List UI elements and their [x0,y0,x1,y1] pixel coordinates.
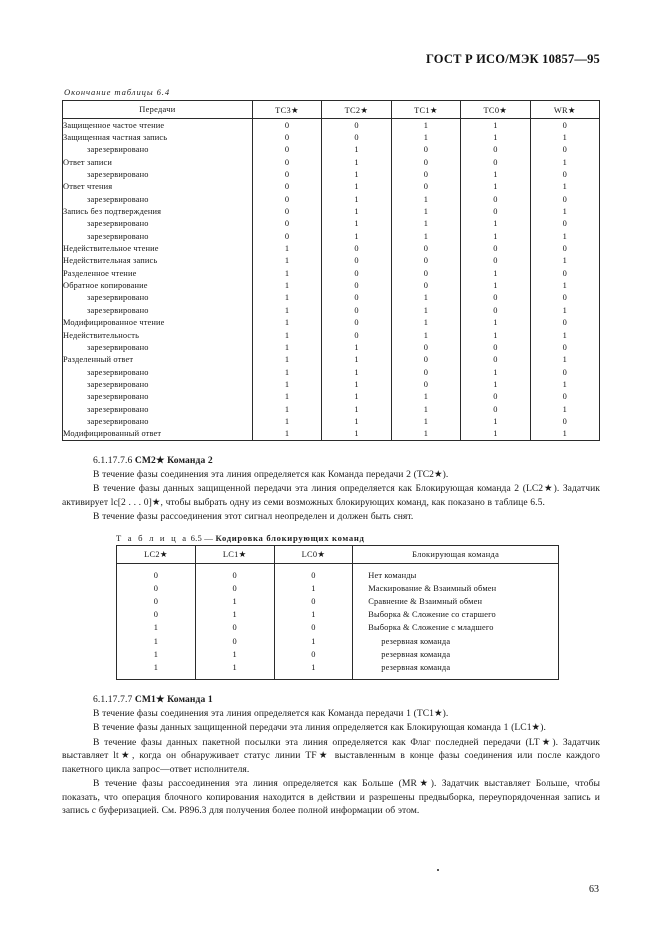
bit-tc0: 0 [461,156,530,168]
bit-tc2: 1 [322,391,391,403]
cm1-paragraph-3: В течение фазы данных пакетной посылки эта линия определяется как Флаг последней передачи (LT★). Задатчик выставляет lt★, когда он обнаруживает статус линии TF★ выставленным в конце фазы соединения или после каждого пакетного цикла запрос—ответ исполнителя. [62,736,600,775]
bit-tc2: 1 [322,144,391,156]
transaction-label: Недействительное чтение [63,242,253,254]
bit-tc3: 0 [252,144,321,156]
bit-wr: 1 [530,403,599,415]
lock-table-block [62,533,600,681]
table-row [63,181,600,193]
bit-tc2: 0 [322,292,391,304]
table-row [63,131,600,143]
bit-tc3: 0 [252,131,321,143]
bit-tc2: 1 [322,193,391,205]
bit-tc0: 1 [461,279,530,291]
bit-tc1: 1 [391,205,460,217]
bit-tc1: 1 [391,292,460,304]
table-65-caption-title: Кодировка блокирующих команд [215,532,365,543]
transaction-label: Недействительность [63,329,253,341]
bit-tc1: 1 [391,403,460,415]
lock-table-row [117,582,559,595]
bit-wr: 0 [530,193,599,205]
bit-tc0: 1 [461,428,530,441]
bit-tc0: 0 [461,391,530,403]
bit-tc1: 0 [391,267,460,279]
transaction-label: зарезервировано [63,292,253,304]
transaction-label: Ответ чтения [63,181,253,193]
bit-tc2: 1 [322,354,391,366]
column-header-transactions: Передачи [63,101,253,119]
section-cm1 [62,694,600,817]
table-65-caption [116,533,600,543]
bit-lc2: 1 [117,635,196,648]
bit-tc0: 0 [461,292,530,304]
section-cm2 [62,455,600,524]
table-row [63,341,600,353]
lock-commands-table [116,545,559,681]
bit-tc0: 0 [461,354,530,366]
cm2-paragraph-2: В течение фазы данных защищенной передачи эта линия определяется как Блокирующая команда 2 (LC2★). Задатчик активирует lc[2 . . . 0]★, чтобы выбрать одну из семи возможных блокирующих команд, как показано в таблице 6.5. [62,483,600,508]
transaction-label: Защищенная частная запись [63,131,253,143]
transaction-label: зарезервировано [63,341,253,353]
bit-tc3: 1 [252,317,321,329]
bit-wr: 1 [530,156,599,168]
bit-tc2: 1 [322,181,391,193]
bit-wr: 0 [530,415,599,427]
bit-tc1: 1 [391,329,460,341]
page-content [62,52,600,818]
bit-tc2: 1 [322,415,391,427]
bit-wr: 1 [530,329,599,341]
bit-tc2: 0 [322,131,391,143]
bit-tc0: 0 [461,242,530,254]
cm1-paragraph-4: В течение фазы рассоединения эта линия определяется как Больше (MR★). Задатчик выставляет Больше, чтобы показать, что операция блочного копирования находится в действии и разрешены предвыборка, переупорядоченная запись и запись с буферизацией. См. P896.3 для получения более полной информации об этом. [62,778,600,816]
bit-tc1: 0 [391,378,460,390]
table-row [63,354,600,366]
bit-tc3: 1 [252,292,321,304]
bit-lc0: 1 [274,661,353,680]
bit-lc0: 1 [274,608,353,621]
bit-tc2: 1 [322,341,391,353]
bit-tc2: 1 [322,218,391,230]
lock-table-head [117,545,559,563]
bit-wr: 0 [530,119,599,132]
bit-tc3: 1 [252,403,321,415]
bit-tc1: 1 [391,304,460,316]
transaction-label: Защищенное частое чтение [63,119,253,132]
bit-tc1: 0 [391,144,460,156]
table-row [63,156,600,168]
cm2-paragraph-3: В течение фазы рассоединения этот сигнал неопределен и должен быть снят. [93,511,414,523]
bit-tc1: 1 [391,193,460,205]
cm1-paragraph-2: В течение фазы данных защищенной передачи эта линия определяется как Блокирующая команда 1 (LC1★). [93,722,546,734]
bit-tc3: 0 [252,168,321,180]
table-64-caption: Окончание таблицы 6.4 [64,87,171,97]
bit-tc3: 1 [252,304,321,316]
bit-tc3: 0 [252,193,321,205]
transaction-label: Ответ записи [63,156,253,168]
transaction-label: Недействительная запись [63,255,253,267]
standard-header: ГОСТ Р ИСО/МЭК 10857—95 [425,52,600,66]
bit-tc0: 0 [461,193,530,205]
bit-tc2: 1 [322,428,391,441]
bit-lc1: 1 [195,595,274,608]
bit-lc0: 1 [274,635,353,648]
bit-tc1: 1 [391,428,460,441]
clause-title-cm1: CM1★ Команда 1 [134,694,213,706]
lock-command-label: Нет команды [353,563,559,582]
bit-wr: 0 [530,218,599,230]
bit-tc1: 0 [391,255,460,267]
clause-number-cm1: 6.1.17.7.7 [93,694,133,706]
column-header-tc2: TC2★ [322,101,391,119]
lock-table-row [117,595,559,608]
transaction-label: Разделенный ответ [63,354,253,366]
bit-wr: 1 [530,230,599,242]
bit-tc3: 1 [252,366,321,378]
bit-tc0: 0 [461,403,530,415]
bit-lc1: 0 [195,563,274,582]
table-row [63,242,600,254]
bit-tc0: 1 [461,366,530,378]
transactions-table [62,100,600,441]
bit-tc3: 1 [252,255,321,267]
lock-table-row [117,648,559,661]
bit-tc0: 0 [461,341,530,353]
bit-tc0: 1 [461,329,530,341]
bit-lc1: 1 [195,608,274,621]
bit-tc3: 1 [252,329,321,341]
transaction-label: зарезервировано [63,304,253,316]
lock-table-body [117,563,559,680]
transaction-label: Запись без подтверждения [63,205,253,217]
lock-table-row [117,635,559,648]
transaction-label: зарезервировано [63,230,253,242]
bit-tc2: 0 [322,242,391,254]
table-row [63,279,600,291]
bit-lc1: 1 [195,661,274,680]
bit-wr: 0 [530,341,599,353]
bit-tc0: 1 [461,267,530,279]
bit-wr: 1 [530,181,599,193]
column-header-lc2: LC2★ [117,545,196,563]
transaction-label: зарезервировано [63,218,253,230]
bit-tc3: 1 [252,279,321,291]
bit-tc3: 0 [252,230,321,242]
bit-wr: 1 [530,255,599,267]
bit-tc0: 0 [461,304,530,316]
table-row [63,119,600,132]
table-65-caption-prefix: Т а б л и ц а [116,532,189,543]
table-header-row [63,101,600,119]
bit-tc0: 1 [461,168,530,180]
bit-tc1: 0 [391,156,460,168]
bit-tc1: 1 [391,218,460,230]
bit-tc3: 1 [252,428,321,441]
column-header-tc1: TC1★ [391,101,460,119]
bit-tc1: 0 [391,354,460,366]
bit-lc0: 0 [274,621,353,634]
bit-wr: 0 [530,366,599,378]
bit-wr: 0 [530,144,599,156]
bit-tc1: 1 [391,317,460,329]
transaction-label: Модифицированное чтение [63,317,253,329]
bit-tc3: 1 [252,378,321,390]
clause-heading-cm1 [62,694,600,705]
bit-tc3: 1 [252,242,321,254]
bit-wr: 0 [530,242,599,254]
bit-wr: 0 [530,168,599,180]
column-header-tc0: TC0★ [461,101,530,119]
bit-tc1: 0 [391,366,460,378]
bit-tc3: 0 [252,218,321,230]
column-header-lc0: LC0★ [274,545,353,563]
bit-lc2: 0 [117,582,196,595]
transaction-label: зарезервировано [63,193,253,205]
bit-lc0: 0 [274,595,353,608]
bit-tc3: 1 [252,354,321,366]
bit-tc1: 0 [391,181,460,193]
table-row [63,144,600,156]
table-row [63,366,600,378]
bit-wr: 1 [530,428,599,441]
transactions-table-body [63,119,600,441]
lock-command-label: Выборка & Сложение со старшего [353,608,559,621]
bit-tc0: 1 [461,378,530,390]
bit-tc0: 1 [461,181,530,193]
bit-lc1: 0 [195,621,274,634]
table-row [63,267,600,279]
table-row [63,193,600,205]
lock-command-label: Сравнение & Взаимный обмен [353,595,559,608]
bit-lc2: 0 [117,608,196,621]
clause-heading-cm2 [62,455,600,466]
bit-tc0: 1 [461,218,530,230]
bit-lc2: 1 [117,648,196,661]
bit-tc0: 1 [461,230,530,242]
bit-tc2: 1 [322,403,391,415]
bit-lc0: 1 [274,582,353,595]
bit-tc0: 1 [461,415,530,427]
bit-tc3: 1 [252,415,321,427]
bit-tc2: 0 [322,304,391,316]
bit-tc2: 0 [322,267,391,279]
bit-lc2: 1 [117,661,196,680]
table-row [63,428,600,441]
bit-wr: 0 [530,292,599,304]
bit-lc0: 0 [274,563,353,582]
bit-tc1: 1 [391,391,460,403]
transaction-label: Разделенное чтение [63,267,253,279]
cm1-paragraph-1: В течение фазы соединения эта линия определяется как Команда передачи 1 (TC1★). [93,708,449,720]
bit-tc1: 0 [391,341,460,353]
bit-tc2: 1 [322,366,391,378]
transaction-label: зарезервировано [63,403,253,415]
bit-tc0: 0 [461,255,530,267]
bit-wr: 1 [530,378,599,390]
bit-lc2: 0 [117,595,196,608]
clause-number-cm2: 6.1.17.7.6 [93,454,133,466]
bit-wr: 1 [530,354,599,366]
bit-tc2: 1 [322,156,391,168]
clause-title-cm2: CM2★ Команда 2 [134,454,213,466]
transaction-label: зарезервировано [63,391,253,403]
table-65-caption-number: 6.5 — [190,532,214,543]
bit-tc1: 1 [391,230,460,242]
lock-command-label: резервная команда [353,661,559,680]
bit-lc2: 1 [117,621,196,634]
bit-tc2: 1 [322,205,391,217]
bit-lc2: 0 [117,563,196,582]
cm2-paragraph-1: В течение фазы соединения эта линия определяется как Команда передачи 2 (TC2★). [93,468,449,480]
table-row [63,304,600,316]
stray-ink-mark [437,869,439,871]
transaction-label: Модифицированный ответ [63,428,253,441]
bit-tc1: 1 [391,131,460,143]
bit-tc0: 1 [461,119,530,132]
lock-command-label: резервная команда [353,635,559,648]
bit-wr: 1 [530,205,599,217]
table-row [63,292,600,304]
transaction-label: зарезервировано [63,366,253,378]
bit-tc2: 0 [322,279,391,291]
bit-tc1: 0 [391,168,460,180]
lock-table-row [117,621,559,634]
bit-tc1: 1 [391,415,460,427]
transaction-label: зарезервировано [63,144,253,156]
bit-tc2: 1 [322,230,391,242]
bit-tc2: 0 [322,329,391,341]
lock-table-row [117,661,559,680]
bit-wr: 0 [530,317,599,329]
bit-tc2: 0 [322,255,391,267]
column-header-lc1: LC1★ [195,545,274,563]
bit-lc1: 1 [195,648,274,661]
transaction-label: Обратное копирование [63,279,253,291]
column-header-wr: WR★ [530,101,599,119]
bit-wr: 0 [530,267,599,279]
bit-tc1: 0 [391,279,460,291]
table-row [63,415,600,427]
bit-tc0: 1 [461,131,530,143]
lock-command-label: Выборка & Сложение с младшего [353,621,559,634]
bit-wr: 0 [530,391,599,403]
lock-table-row [117,563,559,582]
lock-command-label: Маскирование & Взаимный обмен [353,582,559,595]
bit-tc0: 0 [461,205,530,217]
bit-lc1: 0 [195,582,274,595]
table-row [63,329,600,341]
bit-tc2: 0 [322,119,391,132]
table-row [63,218,600,230]
table-row [63,168,600,180]
bit-tc3: 0 [252,156,321,168]
table-row [63,205,600,217]
bit-tc1: 0 [391,242,460,254]
table-row [63,378,600,390]
transaction-label: зарезервировано [63,378,253,390]
bit-tc3: 1 [252,341,321,353]
bit-tc2: 1 [322,168,391,180]
table-row [63,317,600,329]
bit-tc2: 0 [322,317,391,329]
transactions-table-head [63,101,600,119]
table-row [63,391,600,403]
lock-command-label: резервная команда [353,648,559,661]
column-header-tc3: TC3★ [252,101,321,119]
table-row [63,230,600,242]
transaction-label: зарезервировано [63,415,253,427]
bit-lc0: 0 [274,648,353,661]
bit-wr: 1 [530,279,599,291]
bit-tc2: 1 [322,378,391,390]
lock-header-row [117,545,559,563]
bit-wr: 1 [530,304,599,316]
bit-tc3: 0 [252,205,321,217]
lock-table-row [117,608,559,621]
table-row [63,403,600,415]
bit-lc1: 0 [195,635,274,648]
page-number: 63 [589,884,599,895]
bit-tc3: 0 [252,119,321,132]
bit-tc0: 1 [461,317,530,329]
bit-tc3: 1 [252,391,321,403]
bit-tc1: 1 [391,119,460,132]
bit-tc0: 0 [461,144,530,156]
column-header-lock-command: Блокирующая команда [353,545,559,563]
bit-wr: 1 [530,131,599,143]
table-row [63,255,600,267]
transaction-label: зарезервировано [63,168,253,180]
bit-tc3: 0 [252,181,321,193]
bit-tc3: 1 [252,267,321,279]
